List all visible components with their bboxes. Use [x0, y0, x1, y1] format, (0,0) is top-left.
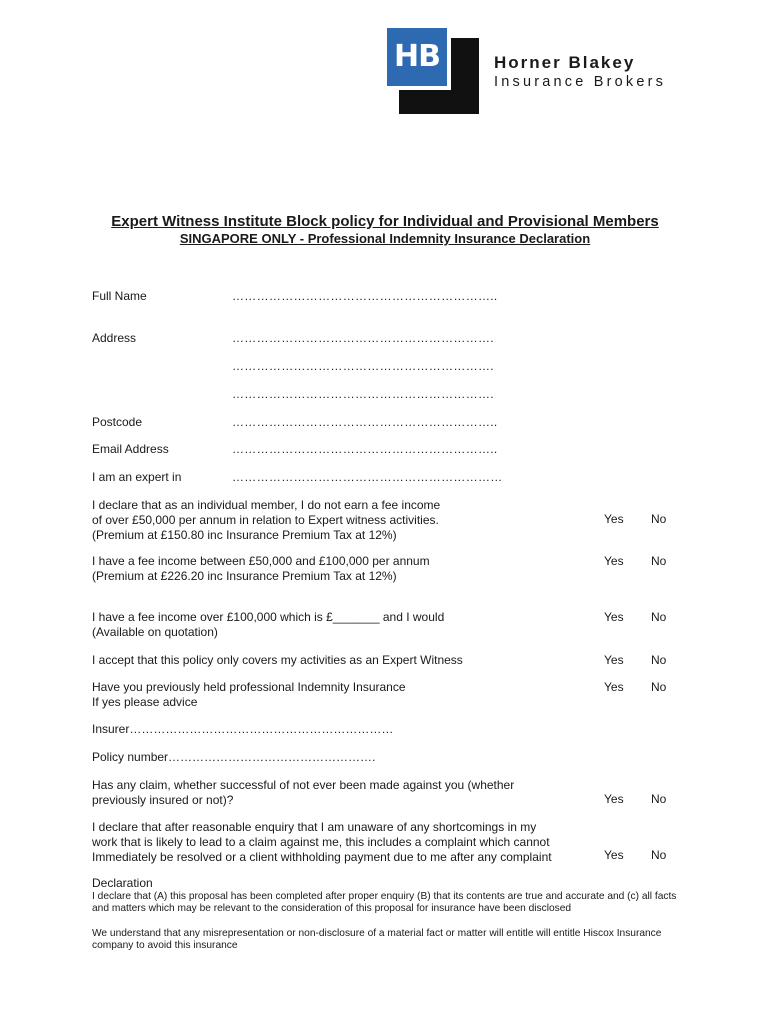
- no-option[interactable]: No: [651, 554, 667, 568]
- email-field[interactable]: ………………………………………………………..: [232, 442, 498, 456]
- address-line-3-field[interactable]: ……………………………………………………….: [232, 387, 494, 401]
- no-option[interactable]: No: [651, 680, 667, 694]
- declaration-text: I declare that (A) this proposal has been completed after proper enquiry (B) that its contents are true and accurate and (c) all facts and matters which may be relevant to the consideration of this proposal for insurance have been disclosed: [92, 891, 677, 915]
- question-policy-coverage: I accept that this policy only covers my activities as an Expert Witness: [92, 653, 463, 667]
- question-line: Has any claim, whether successful of not ever been made against you (whether: [92, 778, 515, 792]
- question-line: If yes please advice: [92, 695, 198, 709]
- question-previous-insurance: [92, 680, 406, 710]
- postcode-field[interactable]: ………………………………………………………..: [232, 415, 498, 429]
- insurer-field[interactable]: Insurer…………………………………………………………: [92, 722, 394, 736]
- email-label: Email Address: [92, 442, 169, 456]
- yes-option[interactable]: Yes: [604, 792, 624, 806]
- expert-in-field[interactable]: …………………………………………………………: [232, 470, 503, 484]
- yes-option[interactable]: Yes: [604, 680, 624, 694]
- question-line: previously insured or not)?: [92, 793, 234, 807]
- declaration-misrepresentation-text: We understand that any misrepresentation or non-disclosure of a material fact or matter will entitle will entitle Hiscox Insurance company to avoid this insurance: [92, 928, 662, 952]
- address-label: Address: [92, 331, 137, 345]
- yes-option[interactable]: Yes: [604, 512, 624, 526]
- logo-monogram: HB: [394, 39, 440, 74]
- question-line: Have you previously held professional Indemnity Insurance: [92, 680, 406, 694]
- document-subtitle: SINGAPORE ONLY - Professional Indemnity Insurance Declaration: [179, 231, 591, 246]
- no-option[interactable]: No: [651, 610, 667, 624]
- brand-name: [494, 53, 666, 90]
- question-income-50k-100k: [92, 554, 430, 584]
- document-title: Expert Witness Institute Block policy for Individual and Provisional Members: [111, 213, 659, 230]
- full-name-field[interactable]: ………………………………………………………..: [232, 289, 498, 303]
- full-name-label: Full Name: [92, 289, 147, 303]
- address-line-2-field[interactable]: ……………………………………………………….: [232, 359, 494, 373]
- postcode-label: Postcode: [92, 415, 143, 429]
- declaration-heading: Declaration: [92, 876, 153, 890]
- question-line: I declare that after reasonable enquiry that I am unaware of any shortcomings in my: [92, 820, 537, 834]
- no-option[interactable]: No: [651, 792, 667, 806]
- yes-option[interactable]: Yes: [604, 848, 624, 862]
- no-option[interactable]: No: [651, 512, 667, 526]
- no-option[interactable]: No: [651, 848, 667, 862]
- no-option[interactable]: No: [651, 653, 667, 667]
- policy-number-field[interactable]: Policy number…………………………………………….: [92, 750, 376, 764]
- question-line: I declare that as an individual member, I do not earn a fee income: [92, 498, 441, 512]
- yes-option[interactable]: Yes: [604, 554, 624, 568]
- question-line: Immediately be resolved or a client withholding payment due to me after any complaint: [92, 850, 552, 864]
- question-previous-claims: [92, 778, 514, 808]
- question-income-over-100k: [92, 610, 444, 640]
- yes-option[interactable]: Yes: [604, 610, 624, 624]
- brand-title: Horner Blakey: [494, 53, 636, 72]
- question-income-under-50k: [92, 498, 440, 543]
- question-line: work that is likely to lead to a claim against me, this includes a complaint which cannot: [92, 835, 550, 849]
- yes-option[interactable]: Yes: [604, 653, 624, 667]
- brand-tagline: Insurance Brokers: [494, 74, 667, 90]
- question-line: of over £50,000 per annum in relation to Expert witness activities.: [92, 513, 439, 527]
- question-shortcomings: [92, 820, 552, 865]
- expert-in-label: I am an expert in: [92, 470, 182, 484]
- company-logo: [387, 28, 479, 114]
- question-line: (Available on quotation): [92, 625, 218, 639]
- question-line: (Premium at £150.80 inc Insurance Premium Tax at 12%): [92, 528, 397, 542]
- question-line: I have a fee income over £100,000 which is £_______ and I would: [92, 610, 445, 624]
- question-line: (Premium at £226.20 inc Insurance Premium Tax at 12%): [92, 569, 397, 583]
- question-line: I have a fee income between £50,000 and £100,000 per annum: [92, 554, 430, 568]
- address-line-1-field[interactable]: ……………………………………………………….: [232, 331, 494, 345]
